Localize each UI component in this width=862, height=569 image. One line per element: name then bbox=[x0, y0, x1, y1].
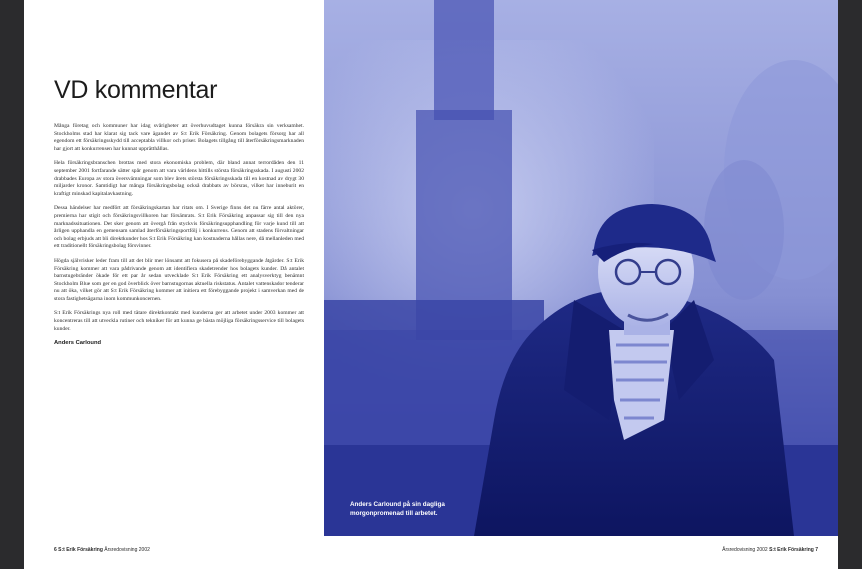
paragraph-4: Högda självrisker leder fram till att det blir mer lönsamt att fokusera på skadeförebyggande åtgärder. S:t Erik Försäkring kommer att vara pådrivande genom att identifiera skadetrender hos bolagets kunder. Då antalet barnstugebränder ökade för ett par år sedan utvecklade S:t Erik Försäkring ett analysverktyg benämnt Stockholm Blue som ger en god överblick över barnstugornas aktuella riskstatus. Antalet vattenskador tenderar nu att öka, vilket gör att S:t Erik Försäkring kommer att initiera ett förebyggande projekt i samverkan med de stora fastighetsägarna inom kommunkoncernen. bbox=[54, 257, 304, 302]
paragraph-5: S:t Erik Försäkrings nya roll med tätare direktkontakt med kunderna ger att arbetet under 2003 kommer att koncentreras till att utveckla rutiner och tekniker för att kunna ge bästa möjliga försäkringsservice till bolagets kunder. bbox=[54, 310, 304, 332]
magazine-spread bbox=[24, 0, 838, 569]
footer-right-report: Årsredovisning 2002 bbox=[722, 547, 768, 553]
footer-left bbox=[54, 547, 150, 553]
left-page bbox=[24, 0, 324, 569]
page-title: VD kommentar bbox=[54, 76, 218, 104]
paragraph-2: Hela försäkringsbranschen brottas med stora ekonomiska problem, där bland annat terrordåden den 11 september 2001 fortfarande sätter spår genom att vara världens hittills största försäkringsskada. I augusti 2002 drabbades Europa av stora översvämningar som blev årets största försäkringsskada till en kostnad av drygt 30 miljarder kronor. Samtidigt har många försäkringsbolag också drabbats av börsras, vilket har inneburit en kraftigt minskad kapitalavkastning. bbox=[54, 160, 304, 197]
footer-left-company: S:t Erik Försäkring bbox=[58, 547, 103, 553]
portrait-photo bbox=[324, 0, 838, 536]
footer-right bbox=[722, 547, 818, 553]
footer-right-company: S:t Erik Försäkring bbox=[769, 547, 814, 553]
photo-caption: Anders Carlound på sin dagliga morgonpromenad till arbetet. bbox=[350, 501, 445, 517]
body-text bbox=[54, 123, 304, 348]
paragraph-1: Många företag och kommuner har idag svårigheter att överhuvudtaget kunna försäkra sin verksamhet. Stockholms stad har klarat sig tack vare ägandet av S:t Erik Försäkring. Genom bolagets försorg har all egendom ett försäkringsskydd till acceptabla villkor och priser. Bolagets tillgång till återförsäkringsmarknaden har gjort att konkurrensen har kunnat upprätthållas. bbox=[54, 123, 304, 152]
signature: Anders Carlound bbox=[54, 340, 102, 347]
footer-left-report: Årsredovisning 2002 bbox=[104, 547, 150, 553]
paragraph-3: Dessa händelser har medfört att försäkringskartan har ritats om. I Sverige finns det nu färre antal aktörer, premierna har stigit och försäkringsvillkoren har försämrats. S:t Erik Försäkring anpassar sig till den nya marknadssituationen. Det sker genom att övergå från styckvis försäkringsupphandling för varje kund till att årligen upphandla en gemensam samlad återförsäkringsportfölj i konkurrens. Genom att stadens förvaltningar och bolag erbjuds att bli direktkunder hos S:t Erik Försäkring kan kostnaderna hållas nere, då mellanleden med ett traditionellt försäkringsbolag försvinner. bbox=[54, 205, 304, 250]
portrait-illustration bbox=[324, 0, 838, 536]
footer-right-page-number: 7 bbox=[815, 547, 818, 553]
footer-left-page-number: 6 bbox=[54, 547, 57, 553]
